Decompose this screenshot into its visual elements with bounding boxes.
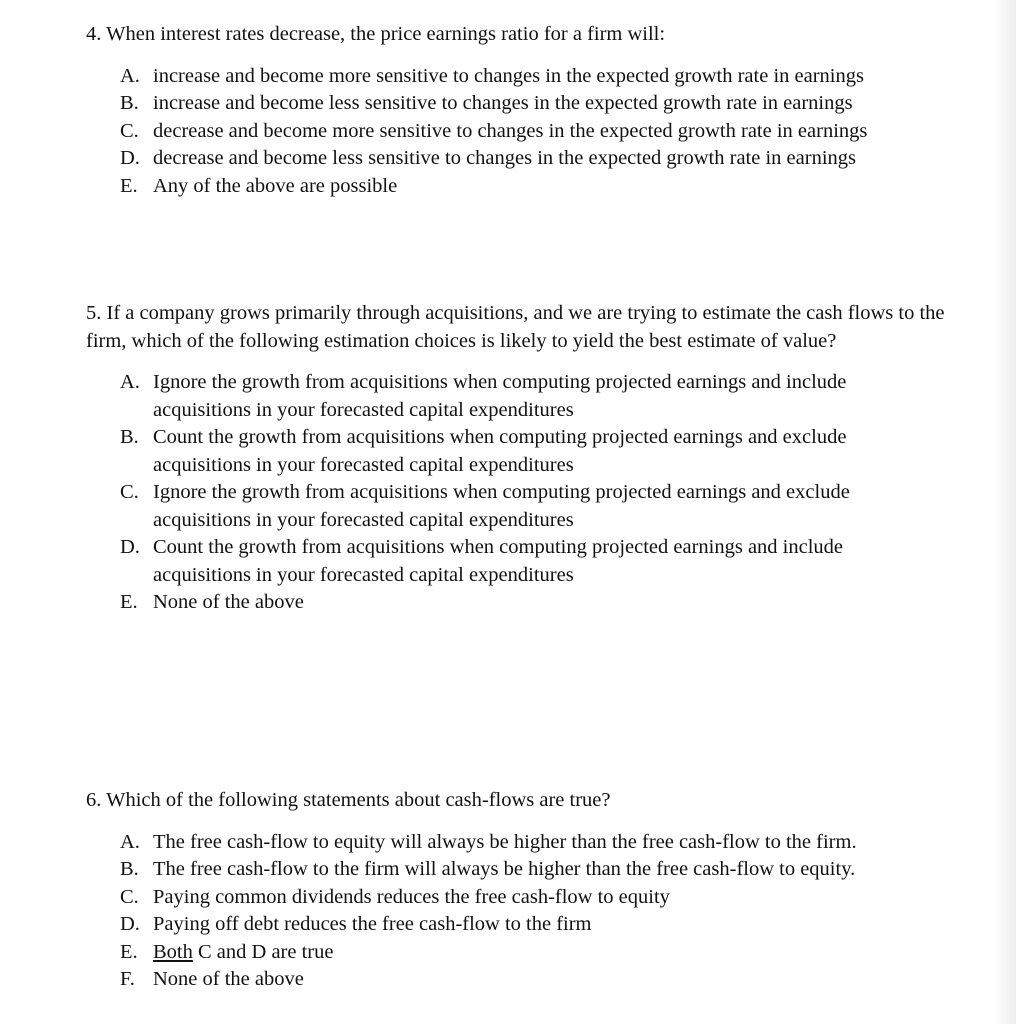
option-d bbox=[86, 145, 976, 173]
page-edge-shadow bbox=[994, 0, 1016, 1024]
option-letter: A. bbox=[120, 830, 140, 853]
option-text: increase and become more sensitive to changes in the expected growth rate in earnings bbox=[153, 64, 864, 87]
option-a bbox=[86, 369, 898, 424]
option-letter: E. bbox=[120, 591, 138, 613]
option-text: increase and become less sensitive to changes in the expected growth rate in earnings bbox=[153, 92, 853, 114]
option-letter: B. bbox=[120, 858, 139, 880]
option-letter: F. bbox=[120, 968, 135, 990]
option-f bbox=[86, 966, 976, 994]
question-stem: 5. If a company grows primarily through acquisitions, and we are trying to estimate the cash flows to the firm, which of the following estimation choices is likely to yield the best estimate of value? bbox=[86, 302, 945, 352]
option-b bbox=[86, 856, 976, 884]
option-letter: D. bbox=[120, 536, 140, 558]
option-text: Count the growth from acquisitions when computing projected earnings and exclude acquisitions in your forecasted capital expenditures bbox=[153, 426, 847, 476]
option-letter: A. bbox=[120, 64, 140, 87]
option-b bbox=[86, 424, 898, 479]
option-text: decrease and become less sensitive to changes in the expected growth rate in earnings bbox=[153, 147, 856, 169]
option-c bbox=[86, 479, 898, 534]
option-letter: D. bbox=[120, 913, 140, 935]
question-stem: 6. Which of the following statements about cash-flows are true? bbox=[86, 789, 611, 811]
option-text: The free cash-flow to equity will always be higher than the free cash-flow to the firm. bbox=[153, 830, 857, 853]
option-letter: B. bbox=[120, 426, 139, 448]
question-4 bbox=[86, 21, 976, 200]
option-d bbox=[86, 534, 898, 589]
option-e bbox=[86, 173, 976, 201]
option-letter: E. bbox=[120, 174, 138, 197]
option-c bbox=[86, 884, 976, 912]
option-text-underlined: Both bbox=[153, 940, 193, 963]
option-letter: D. bbox=[120, 147, 140, 169]
option-list bbox=[86, 829, 976, 994]
option-text: Paying off debt reduces the free cash-flow to the firm bbox=[153, 913, 592, 935]
option-letter: A. bbox=[120, 371, 140, 393]
option-e bbox=[86, 939, 976, 967]
option-a bbox=[86, 63, 976, 91]
option-text: Paying common dividends reduces the free cash-flow to equity bbox=[153, 885, 670, 908]
option-b bbox=[86, 90, 976, 118]
option-a bbox=[86, 829, 976, 857]
option-letter: C. bbox=[120, 119, 139, 142]
option-text: Ignore the growth from acquisitions when computing projected earnings and include acquisitions in your forecasted capital expenditures bbox=[153, 371, 847, 421]
option-text: None of the above bbox=[153, 591, 304, 613]
question-5 bbox=[86, 300, 958, 617]
option-letter: C. bbox=[120, 885, 139, 908]
option-text: Ignore the growth from acquisitions when computing projected earnings and exclude acquisitions in your forecasted capital expenditures bbox=[153, 481, 850, 531]
option-text: None of the above bbox=[153, 968, 304, 990]
option-text: The free cash-flow to the firm will always be higher than the free cash-flow to equity. bbox=[153, 858, 856, 880]
option-text: C and D are true bbox=[192, 940, 334, 963]
option-d bbox=[86, 911, 976, 939]
option-text: Count the growth from acquisitions when computing projected earnings and include acquisitions in your forecasted capital expenditures bbox=[153, 536, 844, 586]
option-list bbox=[86, 63, 976, 201]
question-6 bbox=[86, 787, 976, 994]
question-stem: 4. When interest rates decrease, the price earnings ratio for a firm will: bbox=[86, 23, 666, 45]
option-letter: E. bbox=[120, 940, 138, 963]
option-text: Any of the above are possible bbox=[153, 174, 398, 197]
option-letter: C. bbox=[120, 481, 139, 503]
option-c bbox=[86, 118, 976, 146]
option-text: decrease and become more sensitive to changes in the expected growth rate in earnings bbox=[153, 119, 868, 142]
option-list bbox=[86, 369, 958, 617]
option-letter: B. bbox=[120, 92, 139, 114]
option-e bbox=[86, 589, 898, 617]
